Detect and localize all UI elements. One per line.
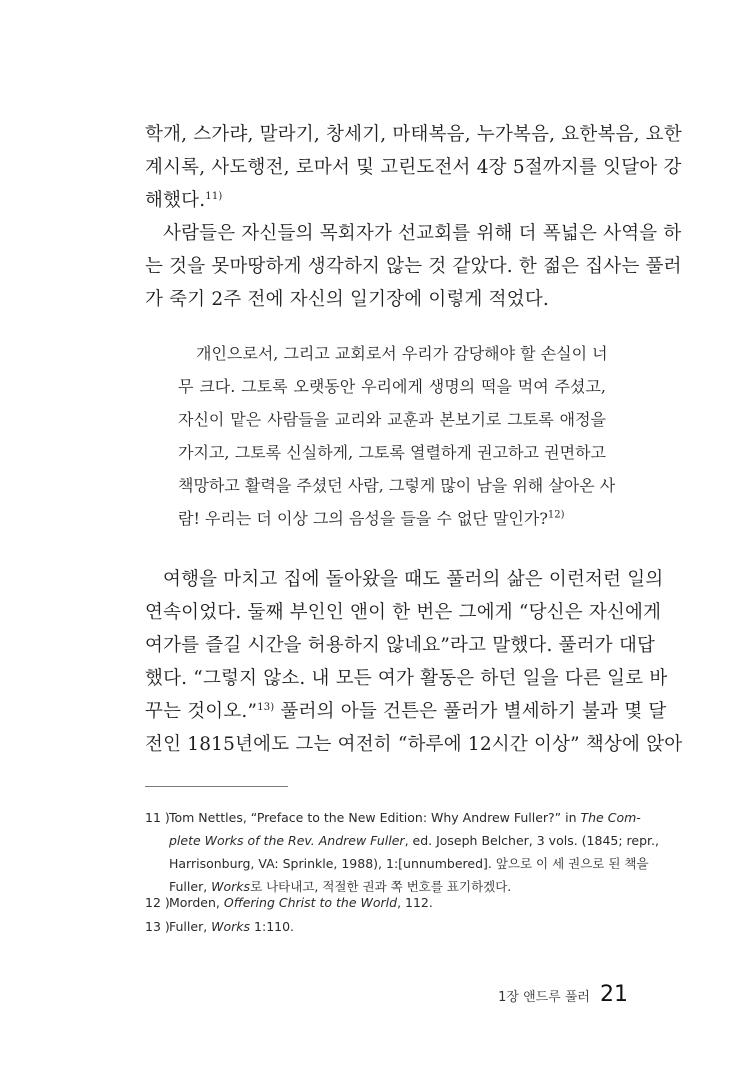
footnote-number: 12 ) (145, 895, 170, 910)
footnote-line: Tom Nettles, “Preface to the New Edition: Why Andrew Fuller?” in The Com- (169, 810, 641, 825)
footnote-line: Fuller, Works 1:110. (169, 919, 295, 934)
quote-line: 개인으로서, 그리고 교회로서 우리가 감당해야 할 손실이 너 (196, 344, 608, 363)
page-number: 21 (600, 982, 628, 1007)
footnote-ref: 12) (547, 509, 565, 521)
footnote-divider (145, 786, 288, 787)
body-line: 계시록, 사도행전, 로마서 및 고린도전서 4장 5절까지를 잇달아 강 (145, 157, 682, 178)
footnote-line: Harrisonburg, VA: Sprinkle, 1988), 1:[unnumbered]. 앞으로 이 세 권으로 된 책을 (169, 856, 649, 871)
footnote-ref: 11) (205, 190, 223, 202)
body-line: 사람들은 자신들의 목회자가 선교회를 위해 더 폭넓은 사역을 하 (163, 223, 682, 244)
body-line (145, 188, 635, 214)
quote-line: 무 크다. 그토록 오랫동안 우리에게 생명의 떡을 먹여 주셨고, (178, 377, 606, 396)
chapter-title: 1장 앤드루 풀러 (498, 990, 590, 1005)
body-text: 풀러의 아들 건튼은 풀러가 별세하기 불과 몇 달 (280, 701, 667, 722)
body-line: 여행을 마치고 집에 돌아왔을 때도 풀러의 삶은 이런저런 일의 (163, 569, 664, 590)
body-line (145, 699, 667, 725)
footnote-number: 13 ) (145, 919, 170, 934)
quote-line (178, 508, 606, 530)
page-footer (498, 982, 628, 1007)
body-line: 전인 1815년에도 그는 여전히 “하루에 12시간 이상” 책상에 앉아 (145, 734, 683, 755)
body-line: 했다. “그렇지 않소. 내 모든 여가 활동은 하던 일을 다른 일로 바 (145, 668, 668, 689)
footnote-line: plete Works of the Rev. Andrew Fuller, ed. Joseph Belcher, 3 vols. (1845; repr., (169, 833, 659, 848)
body-line: 여가를 즐길 시간을 허용하지 않네요”라고 말했다. 풀러가 대답 (145, 635, 656, 656)
footnote (145, 915, 637, 938)
body-line: 학개, 스가랴, 말라기, 창세기, 마태복음, 누가복음, 요한복음, 요한 (145, 124, 682, 145)
body-line: 연속이었다. 둘째 부인인 앤이 한 번은 그에게 “당신은 자신에게 (145, 602, 662, 623)
footnote-number: 11 ) (145, 810, 170, 825)
footnote (145, 891, 637, 914)
quote-text: 람! 우리는 더 이상 그의 음성을 들을 수 없단 말인가? (178, 509, 548, 528)
quote-line: 자신이 맡은 사람들을 교리와 교훈과 본보기로 그토록 애정을 (178, 410, 606, 429)
body-text: 꾸는 것이오.” (145, 701, 258, 722)
body-line: 가 죽기 2주 전에 자신의 일기장에 이렇게 적었다. (145, 289, 549, 310)
body-text: 해했다. (145, 190, 206, 211)
footnote-line: Morden, Offering Christ to the World, 112. (169, 895, 433, 910)
footnote-ref: 13) (257, 701, 275, 713)
footnote-line: Fuller, Works로 나타내고, 적절한 권과 쪽 번호를 표기하겠다. (169, 879, 512, 894)
quote-line: 가지고, 그토록 신실하게, 그토록 열렬하게 권고하고 권면하고 (178, 443, 606, 462)
quote-line: 책망하고 활력을 주셨던 사람, 그렇게 많이 남을 위해 살아온 사 (178, 476, 616, 495)
footnote (145, 806, 659, 898)
body-line: 는 것을 못마땅하게 생각하지 않는 것 같았다. 한 젊은 집사는 풀러 (145, 256, 682, 277)
